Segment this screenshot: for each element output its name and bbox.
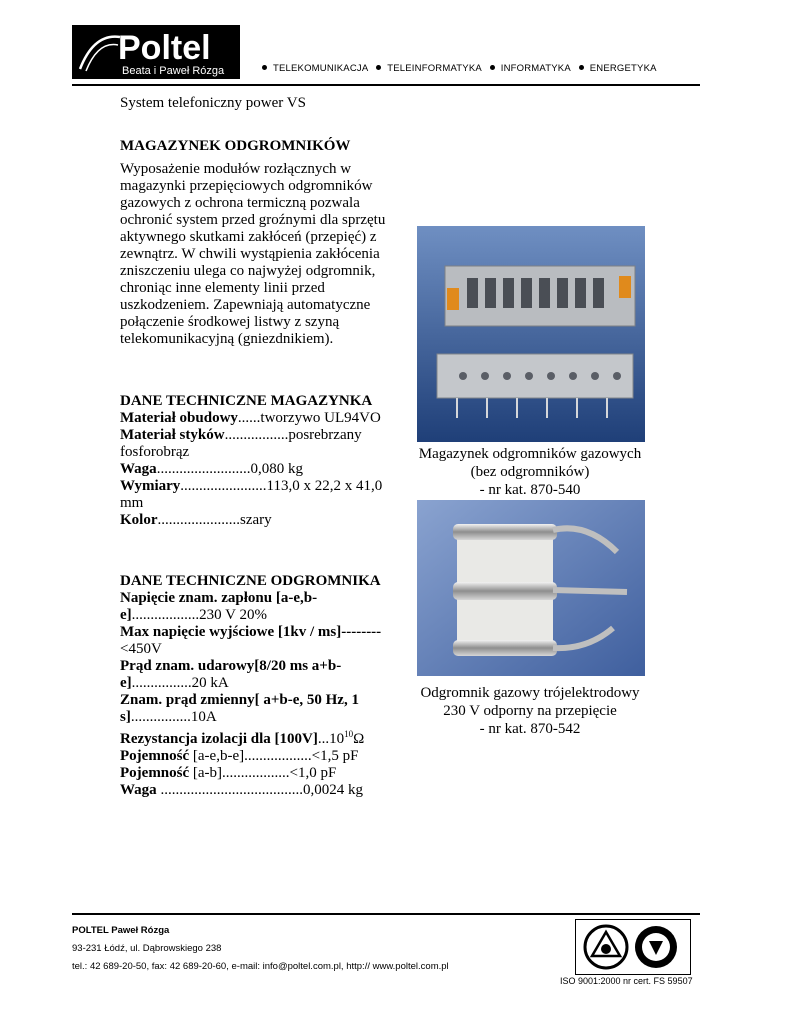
spec-label: Waga	[120, 461, 157, 477]
spec-continuation: mm	[120, 495, 144, 511]
spec-label: Prąd znam. udarowy[8/20 ms a+b-	[120, 658, 342, 674]
bullet-icon	[376, 65, 381, 70]
spec-row	[120, 478, 398, 495]
spec-continuation: fosforobrąz	[120, 444, 190, 460]
spec-label: s]	[120, 709, 131, 725]
caption-line: - nr kat. 870-542	[479, 721, 581, 737]
company-logo	[72, 25, 240, 79]
spec-value: [a-e,b-e]..................<1,5 pF	[189, 748, 359, 764]
footer-address: 93-231 Łódź, ul. Dąbrowskiego 238	[72, 943, 222, 954]
paragraph-line: telekomunikacyjną (gniezdnikiem).	[120, 331, 334, 347]
spec-value: .........................0,080 kg	[156, 461, 303, 477]
spec-label: Materiał styków	[120, 427, 225, 443]
spec-label: Waga	[120, 782, 157, 798]
caption-line: (bez odgromników)	[470, 464, 590, 480]
nav-item-telekomunikacja: TELEKOMUNIKACJA	[273, 63, 369, 74]
spec-label: Znam. prąd zmienny[ a+b-e, 50 Hz, 1	[120, 692, 359, 708]
nav-item-informatyka: INFORMATYKA	[500, 63, 571, 74]
spec-value: .......................113,0 x 22,2 x 41,0	[180, 478, 383, 494]
section-title: DANE TECHNICZNE MAGAZYNKA	[120, 393, 373, 409]
spec-label: Pojemność	[120, 748, 190, 764]
bullet-icon	[579, 65, 584, 70]
spec-value: ..................230 V 20%	[131, 607, 267, 623]
footer-contact-line: tel.: 42 689-20-50, fax: 42 689-20-60, e-mail: info@poltel.com.pl, http:// www.poltel.com.pl	[72, 961, 449, 972]
paragraph-line: zniszczeniu ulega co najwyżej odgromnik,	[120, 263, 376, 279]
caption-line: 230 V odporny na przepięcie	[443, 703, 617, 719]
spec-value: ...10	[317, 731, 345, 747]
arrester-magazine-caption	[410, 445, 650, 499]
certification-logos	[575, 919, 691, 975]
spec-value: ......................szary	[157, 512, 272, 528]
logo-tagline: Beata i Paweł Rózga	[122, 65, 225, 77]
spec-row	[120, 512, 398, 529]
section-storage-description	[120, 138, 398, 348]
paragraph-line: gazowych z ochrona termiczną pozwala	[120, 195, 360, 211]
spec-value: ......tworzywo UL94VO	[237, 410, 381, 426]
nav-item-energetyka: ENERGETYKA	[589, 63, 657, 74]
spec-value: <450V	[120, 641, 162, 657]
spec-label: e]	[120, 675, 132, 691]
spec-row	[120, 461, 398, 478]
paragraph-line: aktywnego skutkami zakłóceń (przepięć) z	[120, 229, 377, 245]
logo-name: Poltel	[118, 29, 211, 67]
spec-exponent: 10	[344, 729, 354, 739]
paragraph-line: ochronić system przed groźnymi dla sprzętu	[120, 212, 386, 228]
gas-arrester-caption	[410, 684, 650, 738]
paragraph-line: Wyposażenie modułów rozłącznych w	[120, 161, 352, 177]
section-title: DANE TECHNICZNE ODGROMNIKA	[120, 573, 381, 589]
caption-line: Magazynek odgromników gazowych	[418, 446, 642, 462]
footer-company: POLTEL Paweł Rózga	[72, 925, 170, 936]
paragraph-line: uszkodzeniem. Zapewniają automatyczne	[120, 297, 371, 313]
bullet-icon	[262, 65, 267, 70]
gas-arrester-photo	[417, 500, 645, 676]
spec-value: [a-b]..................<1,0 pF	[189, 765, 337, 781]
spec-label: Kolor	[120, 512, 158, 528]
spec-label: Materiał obudowy	[120, 410, 238, 426]
spec-label: e]	[120, 607, 132, 623]
spec-label: Max napięcie wyjściowe [1kv / ms]--------	[120, 624, 382, 640]
spec-label: Pojemność	[120, 765, 190, 781]
arrester-magazine-photo	[417, 226, 645, 442]
caption-line: - nr kat. 870-540	[479, 482, 581, 498]
spec-unit: Ω	[353, 731, 365, 747]
spec-value: ......................................0,0024 kg	[156, 782, 363, 798]
spec-row	[120, 410, 398, 427]
nav-item-teleinformatyka: TELEINFORMATYKA	[387, 63, 482, 74]
iso-certificate: ISO 9001:2000 nr cert. FS 59507	[560, 976, 693, 986]
footer-contact	[72, 922, 449, 976]
spec-label: Rezystancja izolacji dla [100V]	[120, 731, 318, 747]
section-storage-specs	[120, 393, 398, 529]
bullet-icon	[490, 65, 495, 70]
spec-value: ................20 kA	[131, 675, 229, 691]
paragraph-line: zewnątrz. W chwili wystąpienia zakłócenia	[120, 246, 380, 262]
section-arrester-specs	[120, 573, 398, 799]
section-title: MAGAZYNEK ODGROMNIKÓW	[120, 138, 351, 154]
header-divider	[72, 84, 700, 86]
spec-row	[120, 427, 398, 444]
header-nav	[262, 63, 682, 74]
page-subtitle: System telefoniczny power VS	[120, 95, 306, 111]
paragraph-line: połączenie środkowej listwy z szyną	[120, 314, 340, 330]
footer-divider	[72, 913, 700, 915]
caption-line: Odgromnik gazowy trójelektrodowy	[420, 685, 640, 701]
spec-value: ................10A	[130, 709, 217, 725]
spec-label: Napięcie znam. zapłonu [a-e,b-	[120, 590, 318, 606]
paragraph-line: magazynki przepięciowych odgromników	[120, 178, 373, 194]
spec-value: .................posrebrzany	[224, 427, 362, 443]
paragraph-line: chroniąc inne elementy linii przed	[120, 280, 325, 296]
spec-label: Wymiary	[120, 478, 181, 494]
